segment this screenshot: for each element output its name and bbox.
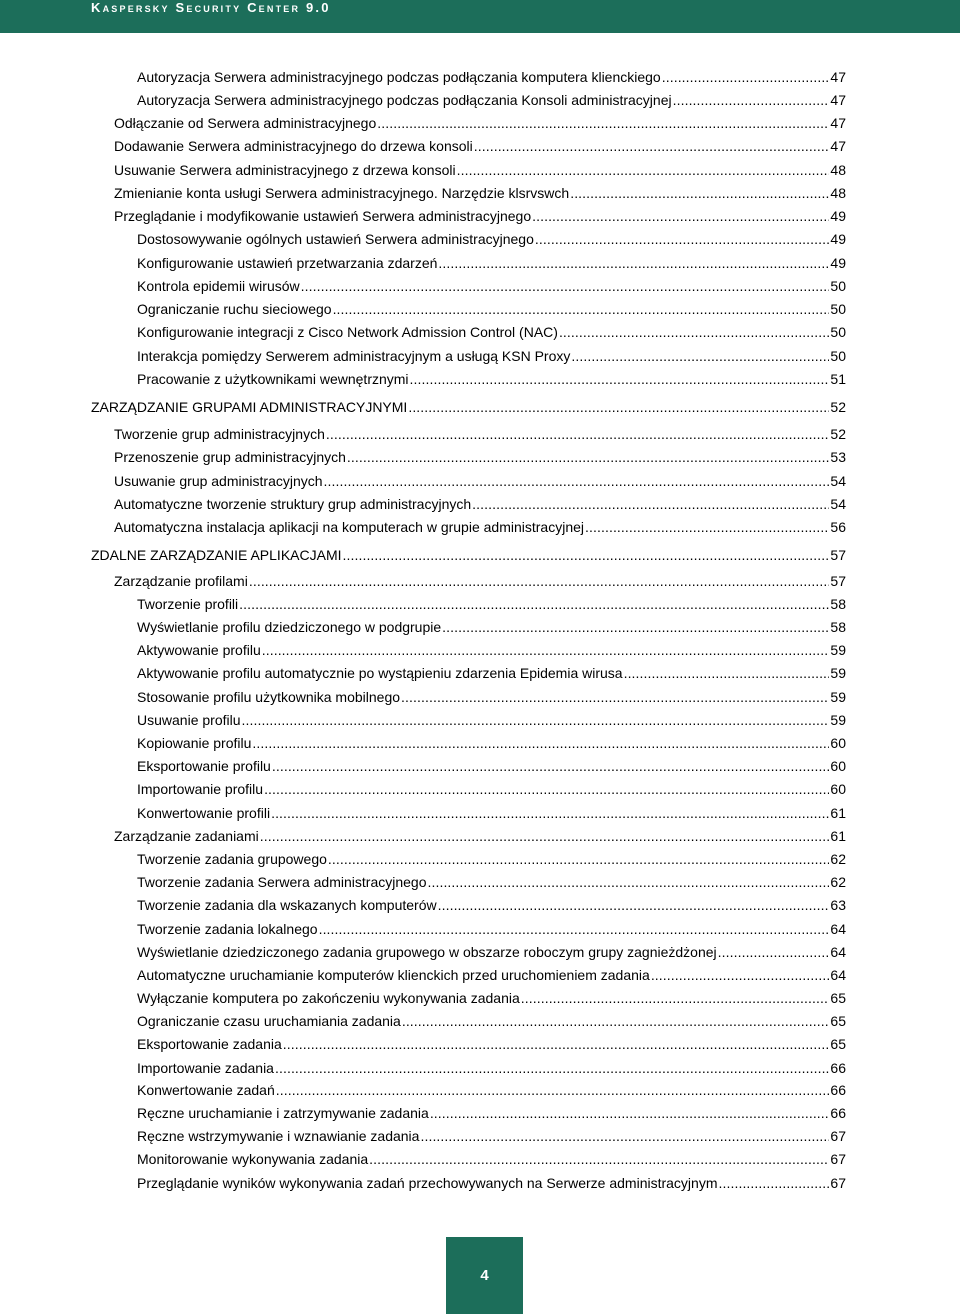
toc-dot-leader xyxy=(474,137,830,155)
toc-dot-leader xyxy=(264,780,829,798)
toc-entry-label: Przeglądanie i modyfikowanie ustawień Serwera administracyjnego xyxy=(114,208,532,224)
toc-entry[interactable] xyxy=(114,572,846,590)
toc-entry-page: 59 xyxy=(830,712,846,728)
toc-entry-page: 47 xyxy=(830,92,846,108)
toc-dot-leader xyxy=(532,207,829,225)
toc-dot-leader xyxy=(377,114,829,132)
toc-dot-leader xyxy=(242,711,830,729)
toc-entry-label: Przenoszenie grup administracyjnych xyxy=(114,449,346,465)
toc-entry[interactable] xyxy=(137,989,846,1007)
toc-entry[interactable] xyxy=(137,804,846,822)
toc-dot-leader xyxy=(262,641,830,659)
toc-entry-label: Aktywowanie profilu automatycznie po wystąpieniu zdarzenia Epidemia wirusa xyxy=(137,665,623,681)
toc-dot-leader xyxy=(260,827,830,845)
toc-entry[interactable] xyxy=(137,1081,846,1099)
toc-entry-label: Tworzenie profili xyxy=(137,596,239,612)
toc-entry[interactable] xyxy=(114,448,846,466)
toc-entry-page: 64 xyxy=(830,921,846,937)
toc-entry-page: 54 xyxy=(830,496,846,512)
page-number-box xyxy=(446,1237,523,1314)
toc-entry-label: ZDALNE ZARZĄDZANIE APLIKACJAMI xyxy=(91,547,342,563)
toc-entry-page: 47 xyxy=(830,138,846,154)
toc-entry[interactable] xyxy=(114,184,846,202)
page-number: 4 xyxy=(480,1267,489,1284)
toc-entry-page: 67 xyxy=(830,1128,846,1144)
toc-dot-leader xyxy=(401,688,829,706)
toc-entry[interactable] xyxy=(114,472,846,490)
toc-entry-label: Kopiowanie profilu xyxy=(137,735,252,751)
toc-entry-label: Interakcja pomiędzy Serwerem administracyjnym a usługą KSN Proxy xyxy=(137,348,571,364)
toc-dot-leader xyxy=(410,370,830,388)
toc-entry-page: 65 xyxy=(830,1036,846,1052)
toc-dot-leader xyxy=(275,1059,829,1077)
toc-entry-label: Zmienianie konta usługi Serwera administracyjnego. Narzędzie klsrvswch xyxy=(114,185,570,201)
toc-entry-page: 59 xyxy=(830,665,846,681)
toc-entry-page: 60 xyxy=(830,781,846,797)
toc-dot-leader xyxy=(662,68,830,86)
toc-entry[interactable] xyxy=(137,734,846,752)
toc-dot-leader xyxy=(427,873,829,891)
toc-entry-page: 50 xyxy=(830,348,846,364)
toc-entry-page: 50 xyxy=(830,324,846,340)
toc-dot-leader xyxy=(559,323,829,341)
header-title: Kaspersky Security Center 9.0 xyxy=(91,0,331,15)
toc-dot-leader xyxy=(272,757,830,775)
toc-entry-page: 57 xyxy=(830,547,846,563)
toc-entry-page: 53 xyxy=(830,449,846,465)
toc-entry-page: 61 xyxy=(830,828,846,844)
toc-entry-page: 66 xyxy=(830,1082,846,1098)
toc-entry-page: 67 xyxy=(830,1175,846,1191)
toc-dot-leader xyxy=(271,804,829,822)
toc-entry[interactable] xyxy=(137,943,846,961)
toc-entry[interactable] xyxy=(137,920,846,938)
toc-entry-page: 58 xyxy=(830,619,846,635)
toc-entry-page: 49 xyxy=(830,231,846,247)
toc-dot-leader xyxy=(276,1081,830,1099)
toc-entry-page: 57 xyxy=(830,573,846,589)
toc-entry-label: Stosowanie profilu użytkownika mobilnego xyxy=(137,689,401,705)
toc-entry-page: 62 xyxy=(830,851,846,867)
toc-entry-page: 56 xyxy=(830,519,846,535)
toc-entry[interactable] xyxy=(137,1150,846,1168)
toc-entry-page: 47 xyxy=(830,115,846,131)
toc-entry[interactable] xyxy=(137,254,846,272)
toc-entry-label: Automatyczna instalacja aplikacji na komputerach w grupie administracyjnej xyxy=(114,519,585,535)
toc-dot-leader xyxy=(624,664,830,682)
toc-entry[interactable] xyxy=(137,595,846,613)
toc-entry-label: Automatyczne uruchamianie komputerów klienckich przed uruchomieniem zadania xyxy=(137,967,650,983)
toc-entry-page: 60 xyxy=(830,758,846,774)
toc-entry[interactable] xyxy=(137,1059,846,1077)
toc-entry-label: Importowanie zadania xyxy=(137,1060,274,1076)
toc-entry-label: Eksportowanie zadania xyxy=(137,1036,282,1052)
toc-entry-page: 66 xyxy=(830,1060,846,1076)
toc-entry-label: Automatyczne tworzenie struktury grup administracyjnych xyxy=(114,496,472,512)
toc-dot-leader xyxy=(347,448,830,466)
toc-entry[interactable] xyxy=(114,207,846,225)
toc-entry-label: Usuwanie grup administracyjnych xyxy=(114,473,323,489)
toc-entry[interactable] xyxy=(137,780,846,798)
toc-dot-leader xyxy=(535,230,830,248)
toc-entry[interactable] xyxy=(137,688,846,706)
toc-entry-label: Aktywowanie profilu xyxy=(137,642,261,658)
toc-entry-label: Przeglądanie wyników wykonywania zadań przechowywanych na Serwerze administracyjnym xyxy=(137,1175,718,1191)
toc-entry[interactable] xyxy=(114,495,846,513)
toc-entry[interactable] xyxy=(114,161,846,179)
toc-dot-leader xyxy=(430,1104,830,1122)
toc-entry-label: Tworzenie grup administracyjnych xyxy=(114,426,325,442)
toc-entry-page: 51 xyxy=(830,371,846,387)
toc-entry[interactable] xyxy=(137,757,846,775)
toc-dot-leader xyxy=(333,300,830,318)
toc-entry-label: Ograniczanie ruchu sieciowego xyxy=(137,301,332,317)
toc-entry-label: Tworzenie zadania lokalnego xyxy=(137,921,318,937)
toc-entry[interactable] xyxy=(137,873,846,891)
toc-dot-leader xyxy=(718,943,830,961)
toc-entry[interactable] xyxy=(137,641,846,659)
toc-entry-label: Konfigurowanie integracji z Cisco Network Admission Control (NAC) xyxy=(137,324,558,340)
toc-dot-leader xyxy=(719,1174,830,1192)
toc-entry-label: Wyłączanie komputera po zakończeniu wykonywania zadania xyxy=(137,990,520,1006)
toc-entry-page: 59 xyxy=(830,642,846,658)
toc-dot-leader xyxy=(438,896,830,914)
toc-entry-page: 66 xyxy=(830,1105,846,1121)
toc-entry[interactable] xyxy=(114,425,846,443)
toc-entry[interactable] xyxy=(137,966,846,984)
toc-entry-page: 63 xyxy=(830,897,846,913)
toc-entry-label: Eksportowanie profilu xyxy=(137,758,271,774)
toc-entry[interactable] xyxy=(137,1127,846,1145)
toc-entry[interactable] xyxy=(137,1174,846,1192)
toc-entry[interactable] xyxy=(137,1012,846,1030)
toc-entry-page: 65 xyxy=(830,990,846,1006)
toc-entry[interactable] xyxy=(91,398,846,416)
toc-entry-page: 64 xyxy=(830,967,846,983)
toc-entry-label: Konfigurowanie ustawień przetwarzania zdarzeń xyxy=(137,255,438,271)
toc-dot-leader xyxy=(283,1035,830,1053)
toc-entry-label: Dostosowywanie ogólnych ustawień Serwera administracyjnego xyxy=(137,231,534,247)
toc-dot-leader xyxy=(420,1127,829,1145)
toc-entry[interactable] xyxy=(91,546,846,564)
toc-entry[interactable] xyxy=(137,91,846,109)
toc-entry-label: Wyświetlanie dziedziczonego zadania grupowego w obszarze roboczym grupy zagnieżdżonej xyxy=(137,944,717,960)
toc-entry-label: Monitorowanie wykonywania zadania xyxy=(137,1151,369,1167)
toc-entry-label: Ograniczanie czasu uruchamiania zadania xyxy=(137,1013,401,1029)
toc-entry-label: Tworzenie zadania dla wskazanych komputerów xyxy=(137,897,437,913)
toc-entry-label: Pracowanie z użytkownikami wewnętrznymi xyxy=(137,371,409,387)
toc-entry-label: Kontrola epidemii wirusów xyxy=(137,278,300,294)
toc-entry[interactable] xyxy=(137,277,846,295)
toc-entry[interactable] xyxy=(114,114,846,132)
toc-entry-label: Autoryzacja Serwera administracyjnego podczas podłączania Konsoli administracyjnej xyxy=(137,92,672,108)
toc-dot-leader xyxy=(457,161,830,179)
toc-entry-label: Dodawanie Serwera administracyjnego do drzewa konsoli xyxy=(114,138,473,154)
toc-entry-page: 47 xyxy=(830,69,846,85)
toc-entry[interactable] xyxy=(137,896,846,914)
toc-entry[interactable] xyxy=(137,1035,846,1053)
toc-dot-leader xyxy=(521,989,830,1007)
toc-entry[interactable] xyxy=(137,664,846,682)
toc-entry-page: 48 xyxy=(830,162,846,178)
toc-dot-leader xyxy=(252,734,829,752)
toc-dot-leader xyxy=(369,1150,829,1168)
toc-entry-page: 64 xyxy=(830,944,846,960)
toc-entry[interactable] xyxy=(114,518,846,536)
toc-entry-label: Usuwanie Serwera administracyjnego z drzewa konsoli xyxy=(114,162,456,178)
toc-entry-label: Tworzenie zadania Serwera administracyjnego xyxy=(137,874,427,890)
toc-entry[interactable] xyxy=(137,850,846,868)
toc-dot-leader xyxy=(249,572,830,590)
toc-entry[interactable] xyxy=(114,137,846,155)
toc-entry-label: Tworzenie zadania grupowego xyxy=(137,851,327,867)
toc-entry-page: 52 xyxy=(830,399,846,415)
toc-dot-leader xyxy=(571,347,829,365)
toc-entry-label: Odłączanie od Serwera administracyjnego xyxy=(114,115,377,131)
toc-entry-page: 50 xyxy=(830,278,846,294)
toc-dot-leader xyxy=(328,850,830,868)
toc-entry-page: 62 xyxy=(830,874,846,890)
toc-entry-label: Ręczne uruchamianie i zatrzymywanie zadania xyxy=(137,1105,429,1121)
toc-entry[interactable] xyxy=(137,323,846,341)
toc-entry-label: Ręczne wstrzymywanie i wznawianie zadania xyxy=(137,1128,420,1144)
toc-entry-page: 61 xyxy=(830,805,846,821)
toc-entry[interactable] xyxy=(137,347,846,365)
toc-entry-page: 50 xyxy=(830,301,846,317)
toc-entry[interactable] xyxy=(137,230,846,248)
toc-dot-leader xyxy=(402,1012,830,1030)
toc-entry-page: 49 xyxy=(830,208,846,224)
toc-entry-page: 67 xyxy=(830,1151,846,1167)
header-bar xyxy=(0,0,960,33)
toc-entry[interactable] xyxy=(137,68,846,86)
toc-dot-leader xyxy=(673,91,830,109)
toc-entry-page: 49 xyxy=(830,255,846,271)
toc-dot-leader xyxy=(651,966,830,984)
toc-entry-label: Usuwanie profilu xyxy=(137,712,241,728)
toc-entry-label: Autoryzacja Serwera administracyjnego podczas podłączania komputera klienckiego xyxy=(137,69,661,85)
toc-entry-label: Zarządzanie zadaniami xyxy=(114,828,259,844)
toc-entry-label: Importowanie profilu xyxy=(137,781,264,797)
toc-dot-leader xyxy=(239,595,829,613)
toc-dot-leader xyxy=(319,920,830,938)
toc-entry-page: 59 xyxy=(830,689,846,705)
toc-entry-page: 52 xyxy=(830,426,846,442)
toc-dot-leader xyxy=(570,184,829,202)
toc-dot-leader xyxy=(438,254,829,272)
toc-entry-label: Konwertowanie profili xyxy=(137,805,271,821)
toc-entry-page: 65 xyxy=(830,1013,846,1029)
toc-entry-label: Wyświetlanie profilu dziedziczonego w podgrupie xyxy=(137,619,442,635)
toc-dot-leader xyxy=(343,546,830,564)
toc-entry-label: ZARZĄDZANIE GRUPAMI ADMINISTRACYJNYMI xyxy=(91,399,408,415)
toc-entry[interactable] xyxy=(137,300,846,318)
toc-dot-leader xyxy=(585,518,829,536)
toc-entry-page: 58 xyxy=(830,596,846,612)
toc-entry-page: 60 xyxy=(830,735,846,751)
toc-entry[interactable] xyxy=(137,1104,846,1122)
toc-entry-label: Konwertowanie zadań xyxy=(137,1082,275,1098)
toc-dot-leader xyxy=(301,277,830,295)
toc-entry-label: Zarządzanie profilami xyxy=(114,573,248,589)
toc-entry-page: 48 xyxy=(830,185,846,201)
toc-dot-leader xyxy=(326,425,830,443)
toc-entry[interactable] xyxy=(114,827,846,845)
toc-dot-leader xyxy=(442,618,829,636)
toc-entry-page: 54 xyxy=(830,473,846,489)
toc-entry[interactable] xyxy=(137,618,846,636)
toc-dot-leader xyxy=(472,495,829,513)
toc-entry[interactable] xyxy=(137,711,846,729)
toc-entry[interactable] xyxy=(137,370,846,388)
toc-dot-leader xyxy=(408,398,829,416)
toc-dot-leader xyxy=(324,472,830,490)
